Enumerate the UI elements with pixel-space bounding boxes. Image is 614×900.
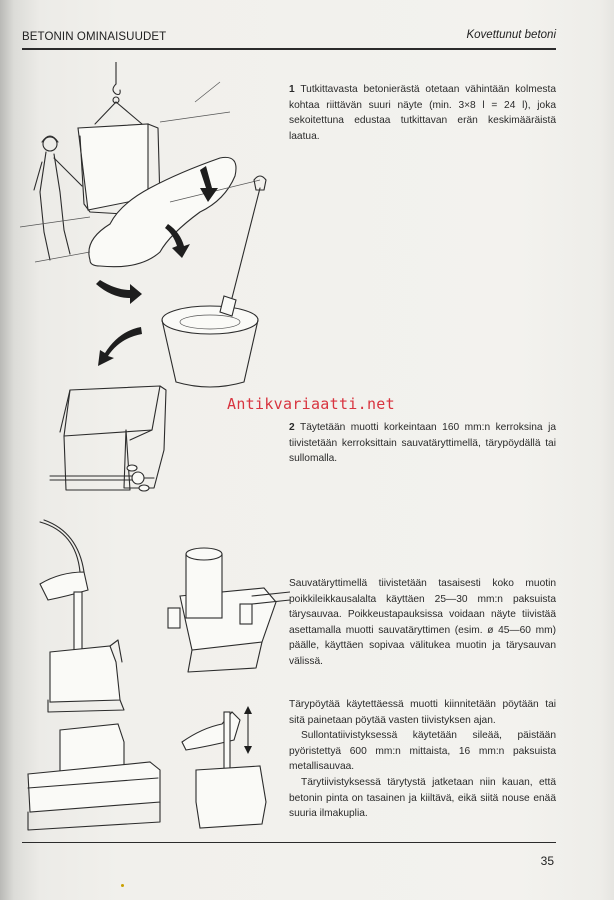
step-2 — [289, 420, 556, 467]
crane-hook-icon — [95, 62, 142, 124]
mixing-bucket — [162, 306, 258, 387]
step-1-text: Tutkittavasta betonierästä otetaan vähintään kolmesta kohtaa riittävän suuri näyte (min. 3×8 l = 24 l), joka sekoitettuna edustaa tutkittavan erän keskimääräistä laatua. — [289, 84, 556, 142]
shovel-icon — [220, 176, 266, 316]
footer-rule — [22, 842, 556, 843]
tamping-paragraph: Sullontatiivistyksessä käytetään sileää, päistään pyöristettyä 600 mm:n mittaista, 16 mm:n paksuista metallisauvaa. — [289, 730, 556, 773]
chapter-title: Kovettunut betoni — [466, 29, 556, 41]
watermark: Antikvariaatti.net — [227, 395, 395, 413]
step-2-text: Täytetään muotti korkeintaan 160 mm:n kerroksina ja tiivistetään kerroksittain sauvatäryttimellä, tärypöydällä tai sullomalla. — [289, 422, 556, 465]
vibrator-rod-method — [40, 520, 124, 712]
illustration-sampling — [20, 62, 290, 392]
table-paragraph: Tärypöytää käytettäessä muotti kiinnitetään pöytään tai sitä painetaan pöytää vasten tiivistyksen ajan. — [289, 699, 556, 726]
step-1 — [289, 82, 556, 144]
worker-figure — [34, 136, 82, 260]
page-number: 35 — [540, 854, 554, 868]
section-title: BETONIN OMINAISUUDET — [22, 31, 167, 43]
methods-section — [289, 697, 556, 822]
vibrating-table-method — [28, 724, 160, 830]
wing-nut-icon — [127, 465, 154, 491]
step-2-number: 2 — [289, 422, 295, 433]
illustration-compaction — [0, 512, 290, 832]
header-rule — [22, 48, 556, 50]
external-vibrator-method — [168, 548, 290, 672]
compaction-paragraph: Sauvatäryttimellä tiivistetään tasaisesti koko muotin poikkileikkausalalta käyttäen 25—30 mm:n paksuista tärysauvaa. Poikkeustapauksissa voidaan näyte tiivistää asettamalla muotti sauvatäryttimen (esim. ø 45—60 mm) päälle, käyttäen sopivaa välitukea muotin ja tärysauvan välissä. — [289, 578, 556, 667]
up-down-arrow-icon — [244, 706, 252, 754]
vibration-paragraph: Tärytiivistyksessä tärytystä jatketaan niin kauan, että betonin pinta on tasainen ja kiiltävä, eikä siitä nouse enää suuria ilmakuplia. — [289, 776, 556, 820]
illustration-mould — [40, 380, 210, 500]
tamping-rod-method — [182, 706, 266, 828]
paper-speck — [121, 884, 124, 887]
step-1-number: 1 — [289, 84, 295, 95]
